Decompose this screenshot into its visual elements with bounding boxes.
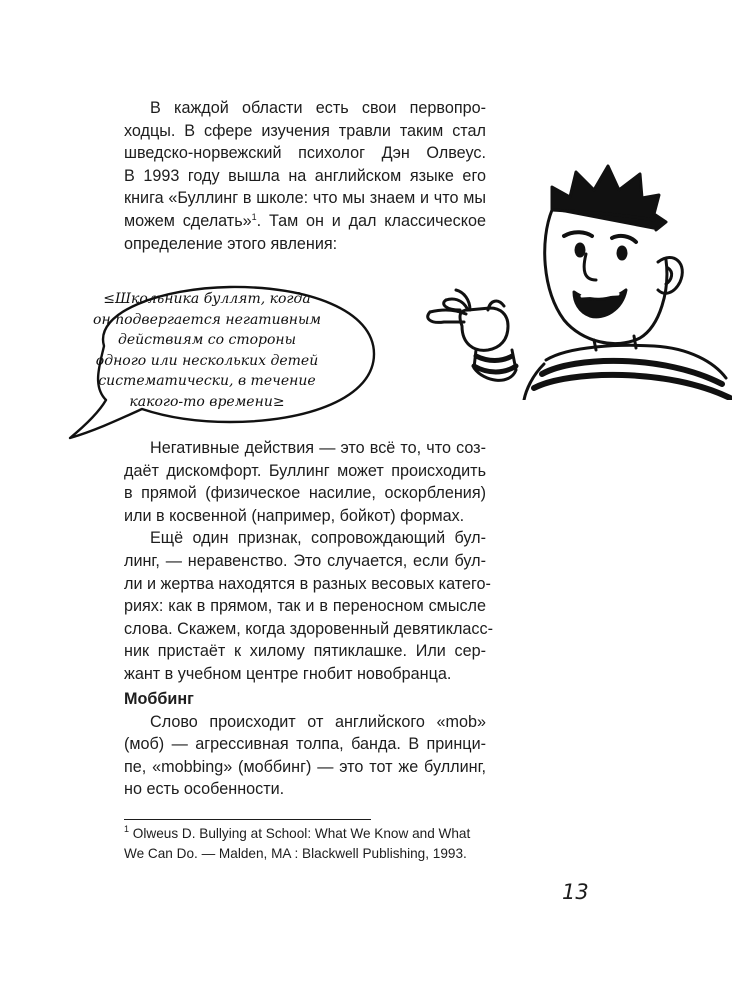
section-heading: Моббинг [124, 690, 194, 708]
text-line: в прямой (физическое насилие, оскорбления) [124, 484, 486, 503]
text-line: но есть особенности. [124, 780, 285, 799]
footnote-number: 1 [124, 824, 130, 834]
text-line: даёт дискомфорт. Буллинг может происходить [124, 461, 486, 480]
quote-text [82, 289, 332, 412]
smiling-boy-illustration-icon [404, 150, 732, 400]
text-line: В 1993 году вышла на английском языке его [124, 166, 486, 185]
text-line: ник пристаёт к хилому пятиклашке. Или сер- [124, 642, 486, 661]
text-line: определение этого явления: [124, 234, 338, 253]
text-line: ли и жертва находятся в разных весовых катего- [124, 574, 491, 593]
quote-line: действиям со стороны [117, 332, 297, 348]
footnote-text: Olweus D. Bullying at School: What We Know and What [129, 826, 471, 841]
text-line: или в косвенной (например, бойкот) формах. [124, 506, 465, 525]
text-line: В каждой области есть свои первопро- [150, 99, 486, 117]
text-line: Слово происходит от английского «mob» [150, 712, 486, 731]
text-line: жант в учебном центре гнобит новобранца. [124, 664, 452, 683]
page-number: 13 [562, 880, 589, 904]
footnote-reference[interactable]: 1 [251, 211, 257, 222]
quote-line: ≤Школьника буллят, когда [103, 291, 311, 307]
text-line: пе, «mobbing» (моббинг) — это тот же буллинг, [124, 757, 486, 776]
footnote-line [124, 824, 486, 844]
main-paragraphs [124, 437, 493, 686]
text-line: ходцы. В сфере изучения травли таким стал [124, 121, 486, 140]
text-segment: можем сделать» [124, 211, 252, 230]
quote-line: он подвергается негативным [93, 311, 321, 328]
mobbing-section [124, 688, 486, 801]
text-line: шведско-норвежский психолог Дэн Олвеус. [124, 144, 486, 163]
text-line: книга «Буллинг в школе: что мы знаем и что мы [124, 189, 486, 208]
footnote-line: We Can Do. — Malden, MA : Blackwell Publishing, 1993. [124, 845, 467, 861]
text-segment: . Там он и дал классическое [256, 211, 486, 230]
footnote-divider [124, 819, 371, 820]
quote-line: систематически, в течение [98, 373, 316, 389]
text-line: (моб) — агрессивная толпа, банда. В принци- [124, 735, 486, 754]
footnote [124, 824, 486, 863]
text-line: Негативные действия — это всё то, что соз- [150, 439, 486, 457]
text-line: линг, — неравенство. Это случается, если бул- [124, 551, 486, 570]
text-line: Ещё один признак, сопровождающий бул- [150, 529, 486, 548]
quote-line: какого-то времени≥ [129, 393, 285, 410]
text-line: слова. Скажем, когда здоровенный девятикласс- [124, 619, 493, 638]
text-line: риях: как в прямом, так и в переносном смысле [124, 597, 486, 616]
quote-line: одного или нескольких детей [95, 352, 319, 369]
